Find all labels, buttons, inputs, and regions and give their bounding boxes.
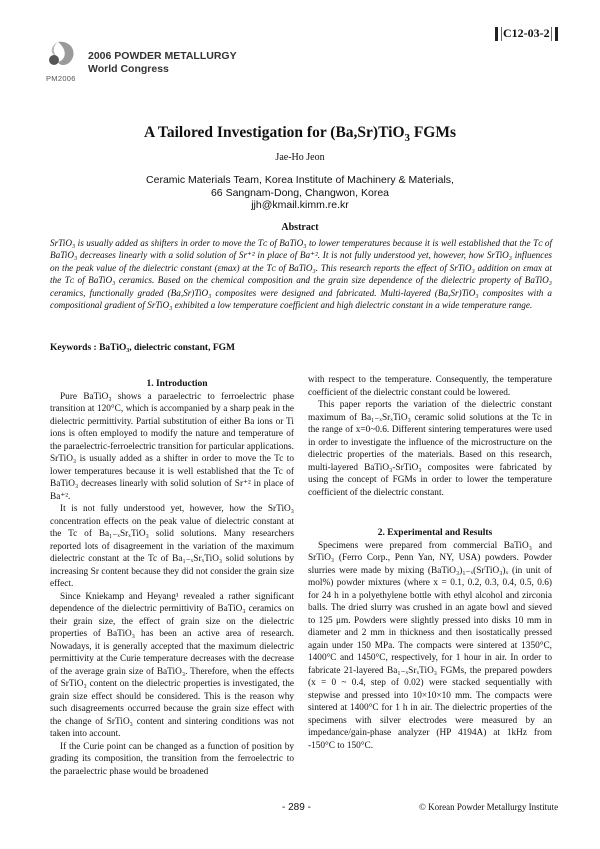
- section-heading-experimental: 2. Experimental and Results: [377, 528, 493, 538]
- bar-decoration: [501, 27, 502, 41]
- abstract-text: SrTiO₃ is usually added as shifters in order to move the Tᴄ of BaTiO₃ to lower temperatures because it is well established that the Tᴄ of BaTiO₃ decreases linearly with a solid solution of Sr⁺² in place of Ba⁺². It is not fully understood yet, however, how SrTiO₃ influences on the peak value of the dielectric constant (εmax) at the Tᴄ of BaTiO₃. This research reports the effect of SrTiO₃ addition on εmax at the Tᴄ of BaTiO₃ ceramics. Based on the chemical composition and the grain size dependence of the dielectric property of BaTiO₃ ceramics, functionally graded (Ba,Sr)TiO₃ composites were designed and fabricated. Multi-layered (Ba,Sr)TiO₃ composites with a compositional gradient of SrTiO₃ exhibited a low temperature coefficient and high dielectric constant in a wide temperature range.: [50, 238, 552, 311]
- affiliation-line2: 66 Sangnam-Dong, Changwon, Korea: [210, 186, 390, 199]
- copyright: © Korean Powder Metallurgy Institute: [419, 802, 559, 812]
- right-column: [308, 374, 552, 752]
- keywords: Keywords : BaTiO₃, dielectric constant, FGM: [50, 343, 235, 353]
- abstract-heading: Abstract: [281, 222, 319, 233]
- affiliation: [0, 174, 600, 212]
- bar-decoration: [555, 27, 558, 41]
- paragraph: Specimens were prepared from commercial BaTiO₃ and SrTiO₃ (Ferro Corp., Penn Yan, NY, USA) powders. Powder slurries were made by mixing (BaTiO₃)₁₋ₓ(SrTiO₃)ₓ (in unit of mol%) powder mixtures (where x = 0.1, 0.2, 0.3, 0.4, 0.5, 0.6) for 24 h in a polyethylene bottle with ethyl alcohol and zirconia balls. The dried slurry was crushed in an agate bowl and sieved to 125 μm. Powders were slightly pressed into disks 10 mm in diameter and 2 mm in thickness and then isostatically pressed again under 150 MPa. The compacts were sintered at 1350°C, 1400°C and 1450°C, respectively, for 1 hour in air. In order to fabricate 21-layered Ba₁₋ₓSrₓTiO₃ FGMs, the prepared powders (x = 0 ~ 0.4, step of 0.02) were stacked sequentially with stepwise and pressed into 10×10×10 mm. The compacts were sintered at 1400°C for 1 h in air. The dielectric properties of the specimens with silver electrodes were measured by an impedance/gain-phase analyzer (HP 4194A) at 1kHz from -150°C to 150°C.: [308, 540, 552, 751]
- conference-line2: World Congress: [88, 63, 169, 75]
- paragraph: Pure BaTiO₃ shows a paraelectric to ferroelectric phase transition at 120°C, which is accompanied by a sharp peak in the dielectric permittivity. Partial substitution of either Ba ions or Ti ions is often employed to modify the nature and temperature of the paraelectric-ferroelectric transition for particular applications. SrTiO₃ is usually added as a shifter in order to move the Tc to lower temperatures because it is well established that the Tc of BaTiO₃ decreases linearly with solid solution of Sr⁺² in place of Ba⁺².: [50, 391, 294, 502]
- author-name: Jae-Ho Jeon: [275, 152, 325, 163]
- paragraph: with respect to the temperature. Consequently, the temperature coefficient of the dielectric constant could be lowered.: [308, 375, 552, 398]
- title-subscript: 3: [404, 132, 410, 145]
- author-email[interactable]: jjh@kmail.kimm.re.kr: [251, 199, 349, 211]
- paper-code-text: C12-03-2: [503, 26, 550, 40]
- conference-line1: 2006 POWDER METALLURGY: [88, 50, 237, 62]
- bar-decoration: [495, 27, 498, 41]
- conference-name: [88, 50, 237, 76]
- logo-text: PM2006: [46, 74, 76, 83]
- title-text-end: FGMs: [409, 124, 456, 141]
- left-column: [50, 378, 294, 778]
- bar-decoration: [551, 27, 552, 41]
- paragraph: This paper reports the variation of the dielectric constant maximum of Ba₁₋ₓSrₓTiO₃ ceramic solid solutions at the Tc in the range of x=0~0.6. Different sintering temperatures were used in order to investigate the influence of the microstructure on the dielectric properties of the materials. Based on this research, multi-layered BaTiO₃-SrTiO₃ composites were fabricated by using the concept of FGMs in order to lower the temperature coefficient of the dielectric constant.: [308, 400, 552, 498]
- paper-title: [0, 124, 600, 145]
- page-number: - 289 -: [282, 802, 311, 813]
- section-heading-introduction: 1. Introduction: [146, 379, 208, 389]
- affiliation-line1: Ceramic Materials Team, Korea Institute of Machinery & Materials,: [146, 174, 454, 186]
- paragraph: It is not fully understood yet, however, how the SrTiO₃ concentration effects on the peak value of dielectric constant at the Tc of Ba₁₋ₓSrₓTiO₃ solid solutions. Many researchers reported lots of disagreement in the variation of the maximum dielectric constant at the Tc of Ba₁₋ₓSrₓTiO₃ solid solutions by increasing Sr content because they did not consider the grain size effect.: [50, 504, 294, 589]
- paper-code: [493, 26, 560, 41]
- paragraph: If the Curie point can be changed as a function of position by grading its composition, the transition from the ferroelectric to the paraelectric phase would be broadened: [50, 741, 294, 777]
- title-text: A Tailored Investigation for (Ba,Sr)TiO: [143, 124, 405, 141]
- paragraph: Since Kniekamp and Heyang¹ revealed a rather significant dependence of the dielectric permittivity of BaTiO₃ ceramics on their grain size, the effect of grain size on the dielectric properties of BaTiO₃ has been an active area of research. Nowadays, it is generally accepted that the maximum dielectric permittivity at the Curie temperature decreases with the decrease of the average grain size of BaTiO₃. Therefore, when the effects of SrTiO₃ content on the dielectric properties is investigated, the grain size effect should be considered. This is the reason why such disagreements occurred because the grain size effect with the change of SrTiO₃ content and sintering conditions was not taken into account.: [50, 591, 294, 739]
